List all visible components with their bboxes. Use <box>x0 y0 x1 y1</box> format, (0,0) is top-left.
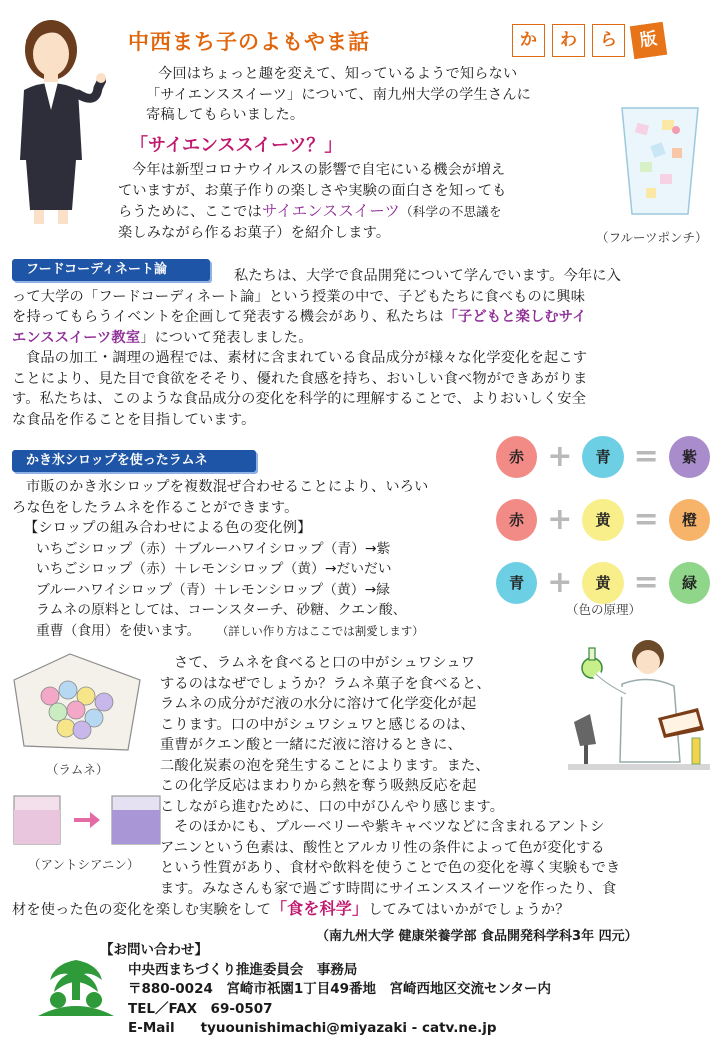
plus-icon: + <box>547 439 573 474</box>
badge-char-4: 版 <box>630 22 667 59</box>
contact-tel: TEL／FAX 69-0507 <box>128 1000 273 1017</box>
syrup-example: いちごシロップ（赤）＋レモンシロップ（黄）→だいだい <box>36 561 392 578</box>
color-circle-purple: 紫 <box>669 436 710 478</box>
anthocyanin-image <box>8 790 168 848</box>
food-line: って大学の「フードコーディネート論」という授業の中で、子どもたちに食べものに興味 <box>12 288 586 305</box>
intro-line: 「サイエンススイーツ」について、南九州大学の学生さんに <box>146 86 532 103</box>
fruit-punch-caption: （フルーツポンチ） <box>596 230 708 245</box>
ramune-line: という性質があり、食材や飲料を使うことで色の変化を導く実験もでき <box>160 860 621 876</box>
contact-email-link[interactable]: tyuounishimachi@miyazaki - catv.ne.jp <box>200 1020 497 1036</box>
ramune-line: さて、ラムネを食べると口の中がシュワシュワ <box>174 655 476 671</box>
ramune-text <box>160 653 560 817</box>
syrup-line: ろな色をしたラムネを作ることができます。 <box>12 499 299 516</box>
science-line: らうために、ここではサイエンススイーツ（科学の不思議を <box>118 202 502 220</box>
syrup-examples-title: 【シロップの組み合わせによる色の変化例】 <box>24 520 312 536</box>
scientist-illustration <box>566 634 712 804</box>
intro-text <box>146 64 616 126</box>
syrup-material: ラムネの原料としては、コーンスターチ、砂糖、クエン酸、 <box>36 602 407 619</box>
science-line: 今年は新型コロナウイルスの影響で自宅にいる機会が増え <box>132 162 506 178</box>
food-line: な食品を作ることを目指しています。 <box>12 411 256 428</box>
fruit-punch-image <box>612 104 708 222</box>
page-title: 中西まち子のよもやま話 <box>128 30 370 54</box>
ramune-last-line: 材を使った色の変化を楽しむ実験をして「食を科学」してみてはいかがでしょうか？ <box>12 899 570 918</box>
ramune-line: こります。口の中がシュワシュワと感じるのは、 <box>160 716 475 733</box>
contact-address: 〒880-0024 宮崎市祇園1丁目49番地 宮崎西地区交流センター内 <box>128 981 551 997</box>
plus-icon: + <box>547 502 573 537</box>
author-credit: （南九州大学 健康栄養学部 食品開発科学科3年 四元） <box>316 929 638 944</box>
contact-block <box>100 941 710 1039</box>
badge-char-3: ら <box>592 24 625 57</box>
food-coordinate-section-bar: フードコーディネート論 <box>12 259 210 281</box>
color-circle-blue: 青 <box>582 436 623 478</box>
ramune-line: 二酸化炭素の泡を発生することによります。また、 <box>160 757 490 774</box>
science-line: 楽しみながら作るお菓子）を紹介します。 <box>118 224 391 241</box>
ramune-line: アニンという色素は、酸性とアルカリ性の条件によって色が変化する <box>160 839 605 856</box>
ramune-line: ラムネの成分がだ液の水分に溶けて化学変化が起 <box>160 696 477 712</box>
color-row <box>496 436 710 478</box>
food-line: 私たちは、大学で食品開発について学んでいます。今年に入 <box>234 268 622 284</box>
ramune-text-2 <box>160 817 720 899</box>
ramune-line: この化学反応はまわりから熱を奪う吸熱反応を起 <box>160 778 477 794</box>
color-circle-green: 緑 <box>669 562 710 604</box>
badge-char-1: か <box>512 24 545 57</box>
food-line: エンススイーツ教室」について発表しました。 <box>12 329 313 346</box>
food-line: ことにより、見た目で食欲をそそり、優れた食感を持ち、おいしい食べ物ができあがりま <box>12 370 588 387</box>
intro-line: 今回はちょっと趣を変えて、知っているようで知らない <box>158 66 518 82</box>
intro-line: 寄稿してもらいました。 <box>146 107 305 123</box>
color-circle-yellow: 黄 <box>582 499 623 541</box>
syrup-material: 重曹（食用）を使います。 （詳しい作り方はここでは割愛します） <box>36 622 424 639</box>
syrup-example: いちごシロップ（赤）＋ブルーハワイシロップ（青）→紫 <box>36 541 391 557</box>
badge-char-2: わ <box>552 24 585 57</box>
ramune-line: するのはなぜでしょうか？ラムネ菓子を食べると、 <box>160 675 491 692</box>
syrup-examples <box>36 539 496 641</box>
plus-icon: + <box>547 565 573 600</box>
color-circle-red: 赤 <box>496 436 537 478</box>
anthocyanin-caption: （アントシアニン） <box>28 857 140 872</box>
syrup-example: ブルーハワイシロップ（青）＋レモンシロップ（黄）→緑 <box>36 581 390 598</box>
color-circle-orange: 橙 <box>669 499 710 541</box>
equals-icon: = <box>633 439 659 474</box>
ramune-line: そのほかにも、ブルーベリーや紫キャベツなどに含まれるアントシ <box>174 819 605 835</box>
equals-icon: = <box>633 565 659 600</box>
science-line: ていますが、お菓子作りの楽しさや実験の面白さを知っても <box>118 182 507 199</box>
ramune-line: こしながら進むために、口の中がひんやり感じます。 <box>160 798 505 815</box>
ramune-caption: （ラムネ） <box>46 762 109 777</box>
color-circle-red: 赤 <box>496 499 537 541</box>
food-line: す。私たちは、このような食品成分の変化を科学的に理解することで、よりおいしく安全 <box>12 391 587 407</box>
contact-org: 中央西まちづくり推進委員会 事務局 <box>128 961 358 978</box>
ramune-line: ます。みなさんも家で過ごす時間にサイエンススイーツを作ったり、食 <box>160 880 617 897</box>
contact-heading: 【お問い合わせ】 <box>100 942 208 958</box>
syrup-line: 市販のかき氷シロップを複数混ぜ合わせることにより、いろい <box>26 479 429 495</box>
equals-icon: = <box>633 502 659 537</box>
science-text <box>118 160 608 243</box>
syrup-text <box>12 477 492 539</box>
color-principle-caption: （色の原理） <box>566 602 642 617</box>
food-coordinate-text <box>12 266 714 430</box>
woman-illustration <box>6 10 106 230</box>
food-line: 食品の加工・調理の過程では、素材に含まれている食品成分が様々な化学変化を起こす <box>26 350 588 366</box>
color-circle-blue: 青 <box>496 562 537 604</box>
food-line: を持ってもらうイベントを企画して発表する機会があり、私たちは「子どもと楽しむサイ <box>12 309 587 325</box>
color-circle-yellow: 黄 <box>582 562 623 604</box>
contact-email-row: E-Mail tyuounishimachi@miyazaki - catv.ne.jp <box>128 1020 497 1036</box>
science-heading: 「サイエンススイーツ？」 <box>130 135 343 156</box>
color-row <box>496 562 710 604</box>
syrup-section-bar: かき氷シロップを使ったラムネ <box>12 450 256 472</box>
ramune-image <box>10 650 144 754</box>
color-row <box>496 499 710 541</box>
ramune-line: 重曹がクエン酸と一緒にだ液に溶けるときに、 <box>160 737 462 753</box>
color-principle-diagram <box>496 436 710 604</box>
kawaraban-badge <box>512 24 665 57</box>
